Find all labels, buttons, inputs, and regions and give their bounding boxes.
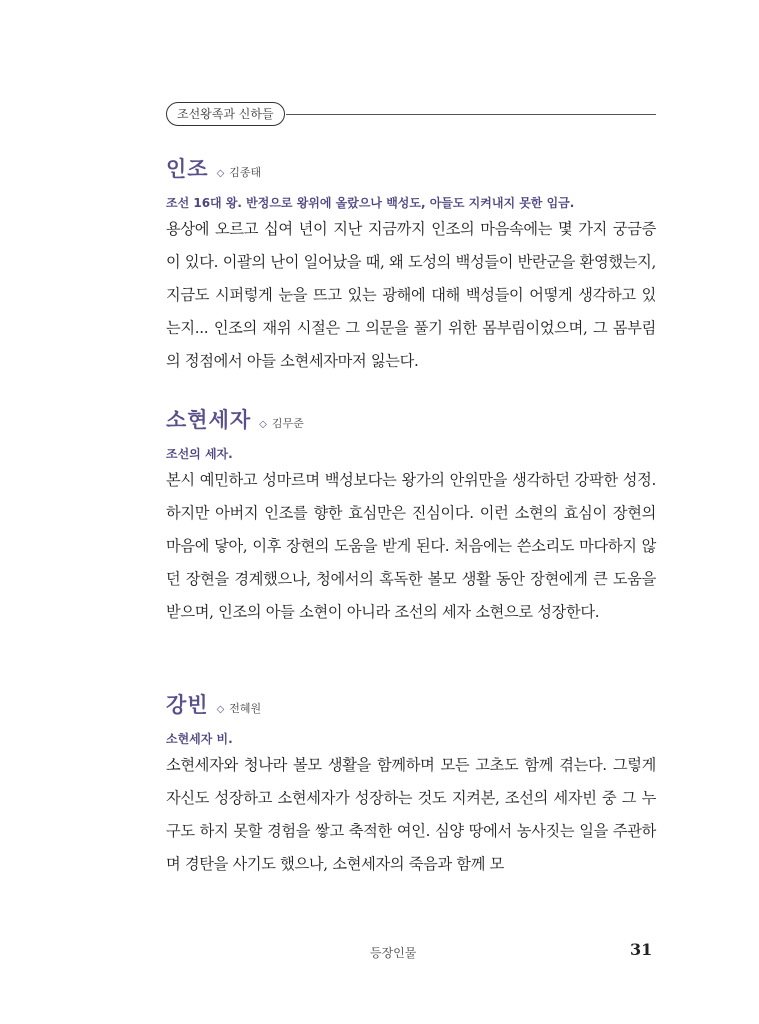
diamond-icon: ◇ (216, 168, 225, 179)
character-description: 소현세자 비. (166, 732, 233, 746)
character-entry-sohyeon (166, 404, 656, 629)
name-row (166, 689, 656, 721)
name-row (166, 153, 656, 185)
section-header (166, 102, 656, 126)
character-body: 용상에 오르고 십여 년이 지난 지금까지 인조의 마음속에는 몇 가지 궁금증이 있다. 이괄의 난이 일어났을 때, 왜 도성의 백성들이 반란군을 환영했는지, 지금도 시퍼렇게 눈을 뜨고 있는 광해에 대해 백성들이 어떻게 생각하고 있는지... 인조의 재위 시절은 그 의문을 풀기 위한 몸부림이었으며, 그 몸부림의 정점에서 아들 소현세자마저 잃는다. (166, 220, 656, 370)
character-body: 소현세자와 청나라 볼모 생활을 함께하며 모든 고초도 함께 겪는다. 그렇게 자신도 성장하고 소현세자가 성장하는 것도 지켜본, 조선의 세자빈 중 그 누구도 하지 못할 경험을 쌓고 축적한 여인. 심양 땅에서 농사짓는 일을 주관하며 경탄을 사기도 했으나, 소현세자의 죽음과 함께 모 (166, 756, 656, 873)
character-entry-injo (166, 153, 656, 378)
character-entry-gangbin (166, 689, 656, 881)
character-description: 조선의 세자. (166, 447, 233, 461)
footer-label: 등장인물 (370, 946, 417, 960)
section-tag: 조선왕족과 신하들 (166, 102, 285, 126)
character-name: 강빈 (166, 692, 209, 717)
actor-name: 김종태 (229, 166, 262, 179)
character-description: 조선 16대 왕. 반정으로 왕위에 올랐으나 백성도, 아들도 지켜내지 못한 임금. (166, 196, 575, 210)
character-name: 소현세자 (166, 407, 252, 432)
actor-name: 전혜원 (229, 702, 262, 715)
page-number: 31 (630, 940, 653, 959)
character-body: 본시 예민하고 성마르며 백성보다는 왕가의 안위만을 생각하던 강팍한 성정. 하지만 아버지 인조를 향한 효심만은 진심이다. 이런 소현의 효심이 장현의 마음에 닿아, 이후 장현의 도움을 받게 된다. 처음에는 쓴소리도 마다하지 않던 장현을 경계했으나, 청에서의 혹독한 볼모 생활 동안 장현에게 큰 도움을 받으며, 인조의 아들 소현이 아니라 조선의 세자 소현으로 성장한다. (166, 471, 656, 621)
diamond-icon: ◇ (216, 704, 225, 715)
name-row (166, 404, 656, 436)
actor-name: 김무준 (271, 417, 304, 430)
character-name: 인조 (166, 156, 209, 181)
diamond-icon: ◇ (259, 419, 267, 430)
header-rule (286, 114, 656, 115)
